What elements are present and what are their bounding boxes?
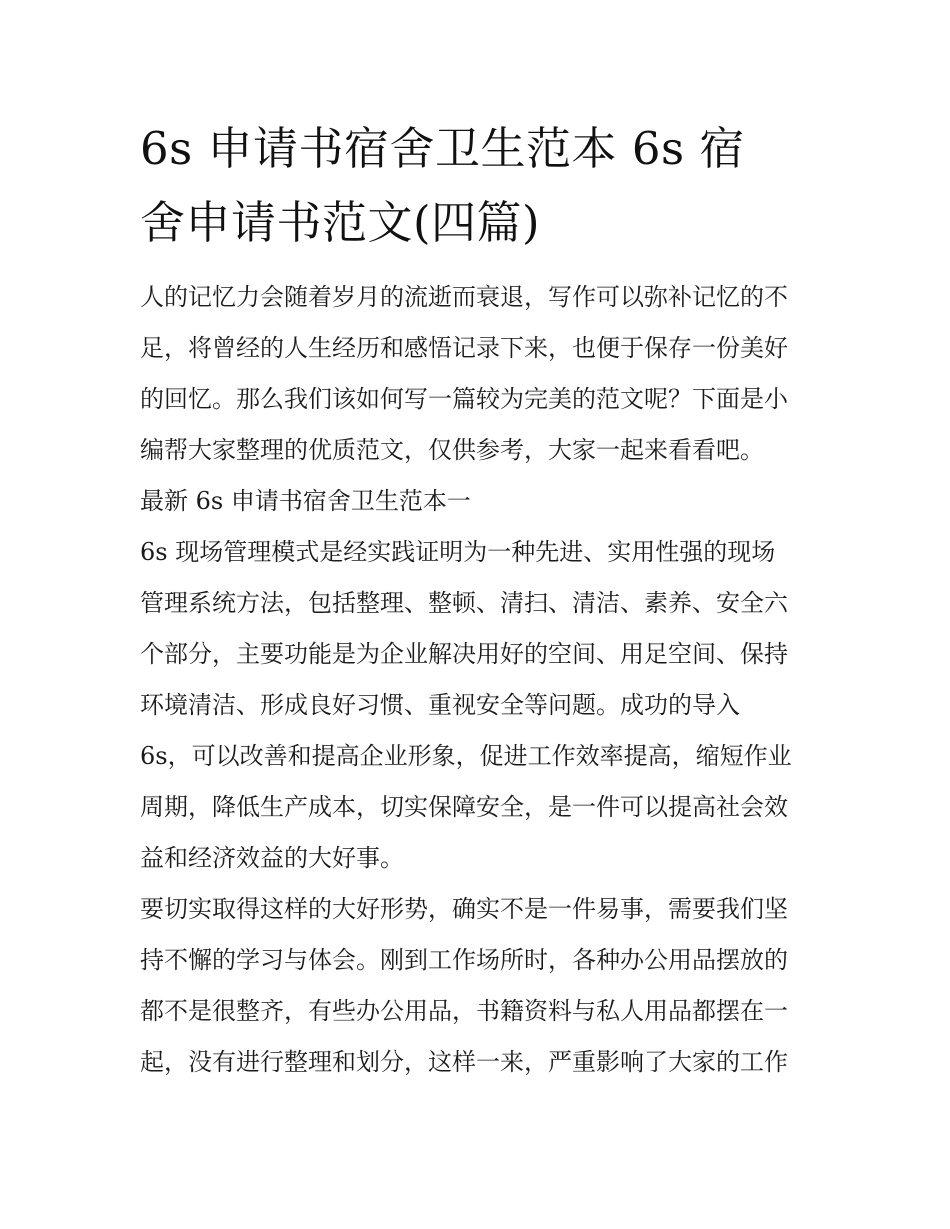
body-line: 个部分，主要功能是为企业解决用好的空间、用足空间、保持 [140,640,788,668]
body-line: 6s 现场管理模式是经实践证明为一种先进、实用性强的现场 [140,538,776,566]
body-line: 6s，可以改善和提高企业形象，促进工作效率提高，缩短作业 [140,742,792,770]
body-line: 管理系统方法，包括整理、整顿、清扫、清洁、素养、安全六 [140,589,788,617]
body-line: 的回忆。那么我们该如何写一篇较为完美的范文呢？下面是小 [140,385,788,413]
body-line: 持不懈的学习与体会。刚到工作场所时，各种办公用品摆放的 [140,946,788,974]
title-line: 舍申请书范文(四篇) [140,196,541,249]
document-content [140,112,812,1088]
title-line: 6s 申请书宿舍卫生范本 6s 宿 [140,122,745,175]
body-line: 足，将曾经的人生经历和感悟记录下来，也便于保存一份美好 [140,334,788,362]
body-line: 起，没有进行整理和划分，这样一来，严重影响了大家的工作 [140,1048,788,1076]
body-line: 编帮大家整理的优质范文，仅供参考，大家一起来看看吧。 [140,436,764,464]
body-line: 人的记忆力会随着岁月的流逝而衰退，写作可以弥补记忆的不 [140,283,788,311]
body-line: 要切实取得这样的大好形势，确实不是一件易事，需要我们坚 [140,895,788,923]
document-title [140,112,812,260]
document-body [140,272,812,1088]
body-line: 周期，降低生产成本，切实保障安全，是一件可以提高社会效 [140,793,788,821]
body-line: 益和经济效益的大好事。 [140,844,404,872]
body-line: 都不是很整齐，有些办公用品，书籍资料与私人用品都摆在一 [140,997,788,1025]
body-line: 环境清洁、形成良好习惯、重视安全等问题。成功的导入 [140,691,740,719]
section-heading: 最新 6s 申请书宿舍卫生范本一 [140,487,471,515]
